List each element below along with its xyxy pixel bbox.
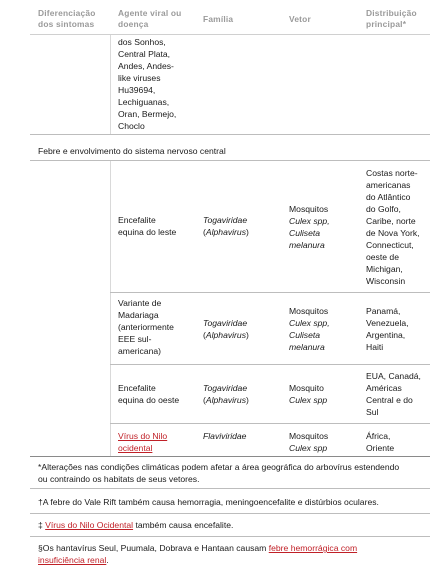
distribution-line: Central e do (366, 395, 413, 405)
agent-line: americana) (118, 346, 161, 356)
family-name: Togaviridae (203, 383, 248, 393)
family-genus: Alphavirus (205, 395, 246, 405)
row2-distribution (366, 305, 409, 353)
agent-line: equina do leste (118, 227, 177, 237)
vector-line: Culex spp, (289, 216, 330, 226)
agent-line: Andes, Andes- (118, 61, 174, 71)
row1-agent (118, 214, 176, 238)
agent-line: Encefalite (118, 215, 156, 225)
header-distribution-line1: Distribuição (366, 8, 417, 18)
agent-line: equina do oeste (118, 395, 180, 405)
distribution-line: Connecticut, (366, 240, 414, 250)
section-title: Febre e envolvimento do sistema nervoso central (38, 146, 226, 156)
row3-distribution (366, 370, 421, 418)
west-nile-link[interactable]: Vírus do Nilo (118, 431, 168, 441)
vector-line: Mosquitos (289, 204, 329, 214)
agent-line: Hu39694, (118, 85, 156, 95)
agent-line: Variante de (118, 298, 162, 308)
footnote-marker: ‡ (38, 520, 46, 530)
row2-family: Togaviridae (Alphavirus) (203, 318, 249, 340)
distribution-line: Oriente (366, 443, 395, 453)
row-divider (110, 423, 430, 424)
vector-line: Culex spp (289, 443, 328, 453)
agent-line: dos Sonhos, (118, 37, 166, 47)
row3-family: Togaviridae (Alphavirus) (203, 383, 249, 405)
vector-line: Mosquitos (289, 431, 329, 441)
family-genus: Alphavirus (205, 227, 246, 237)
table-bottom-rule (30, 456, 430, 457)
header-divider (30, 34, 430, 35)
distribution-line: Américas (366, 383, 402, 393)
family-genus: Alphavirus (205, 330, 246, 340)
row4-distribution (366, 430, 394, 454)
agent-line: Oran, Bermejo, (118, 109, 177, 119)
footnote-text: §Os hantavírus Seul, Puumala, Dobrava e Hantaan causam (38, 543, 269, 553)
row-divider (110, 292, 430, 293)
vector-line: melanura (289, 240, 325, 250)
footnote-divider (30, 488, 430, 489)
agent-line: Central Plata, (118, 49, 171, 59)
hemorrhagic-fever-link[interactable]: insuficiência renal (38, 555, 107, 565)
row2-vector (289, 305, 330, 353)
distribution-line: Panamá, (366, 306, 401, 316)
header-symptoms (38, 8, 96, 30)
header-agent-line2: doença (118, 19, 149, 29)
row1-family: Togaviridae (Alphavirus) (203, 215, 249, 237)
header-agent (118, 8, 182, 30)
column-divider (110, 161, 111, 456)
footnote-west-nile (38, 519, 233, 531)
vector-line: melanura (289, 342, 325, 352)
footnote-text: também causa encefalite. (133, 520, 234, 530)
footnote-climate-line1: *Alterações nas condições climáticas podem afetar a área geográfica do arbovírus estendendo (38, 462, 400, 472)
distribution-line: Wisconsin (366, 276, 406, 286)
header-vector: Vetor (289, 14, 311, 24)
row4-vector (289, 430, 328, 454)
header-symptoms-line2: dos sintomas (38, 19, 95, 29)
header-symptoms-line1: Diferenciação (38, 8, 96, 18)
family-name: Togaviridae (203, 318, 248, 328)
distribution-line: do Atlântico (366, 192, 411, 202)
agent-line: like viruses (118, 73, 161, 83)
header-distribution-line2: principal* (366, 19, 407, 29)
distribution-line: do Golfo, (366, 204, 401, 214)
family-name: Flaviviridae (203, 431, 247, 441)
distribution-line: Argentina, (366, 330, 406, 340)
distribution-line: americanas (366, 180, 411, 190)
agent-line: Lechiguanas, (118, 97, 170, 107)
agent-line: Choclo (118, 121, 145, 131)
distribution-line: África, (366, 431, 391, 441)
vector-line: Culiseta (289, 228, 321, 238)
row1-distribution (366, 167, 420, 287)
hemorrhagic-fever-link[interactable]: febre hemorrágica com (268, 543, 358, 553)
west-nile-footnote-link[interactable]: Vírus do Nilo Ocidental (45, 520, 134, 530)
agent-line: EEE sul- (118, 334, 152, 344)
footnote-divider (30, 513, 430, 514)
west-nile-link[interactable]: ocidental (118, 443, 153, 453)
agent-line: Madariaga (118, 310, 159, 320)
row2-agent (118, 297, 174, 357)
footnote-text: . (106, 555, 109, 565)
vector-line: Culex spp, (289, 318, 330, 328)
footnote-climate (38, 461, 399, 485)
footnote-climate-line2: ou contraindo os habitats de seus vetores. (38, 474, 200, 484)
footnote-hantavirus (38, 542, 357, 566)
family-name: Togaviridae (203, 215, 248, 225)
row4-family (203, 430, 246, 442)
row4-agent (118, 430, 167, 454)
row-divider (110, 364, 430, 365)
distribution-line: EUA, Canadá, (366, 371, 421, 381)
row1-vector (289, 203, 330, 251)
distribution-line: oeste de (366, 252, 399, 262)
column-divider (110, 35, 111, 134)
distribution-line: Sul (366, 407, 379, 417)
header-agent-line1: Agente viral ou (118, 8, 182, 18)
vector-line: Mosquitos (289, 306, 329, 316)
top-row-agent (118, 36, 176, 132)
row3-agent (118, 382, 179, 406)
header-family: Família (203, 14, 234, 24)
distribution-line: de Nova York, (366, 228, 420, 238)
row-divider (30, 134, 430, 135)
row3-vector (289, 382, 327, 406)
footnote-divider (30, 536, 430, 537)
agent-line: (anteriormente (118, 322, 174, 332)
row-divider (30, 160, 430, 161)
footnote-rift-valley: †A febre do Vale Rift também causa hemorragia, meningoencefalite e distúrbios oculares. (38, 497, 379, 507)
header-distribution (366, 8, 417, 30)
vector-line: Culiseta (289, 330, 321, 340)
vector-line: Culex spp (289, 395, 328, 405)
distribution-line: Haiti (366, 342, 384, 352)
agent-line: Encefalite (118, 383, 156, 393)
vector-line: Mosquito (289, 383, 324, 393)
distribution-line: Venezuela, (366, 318, 409, 328)
distribution-line: Costas norte- (366, 168, 418, 178)
distribution-line: Michigan, (366, 264, 403, 274)
distribution-line: Caribe, norte (366, 216, 416, 226)
